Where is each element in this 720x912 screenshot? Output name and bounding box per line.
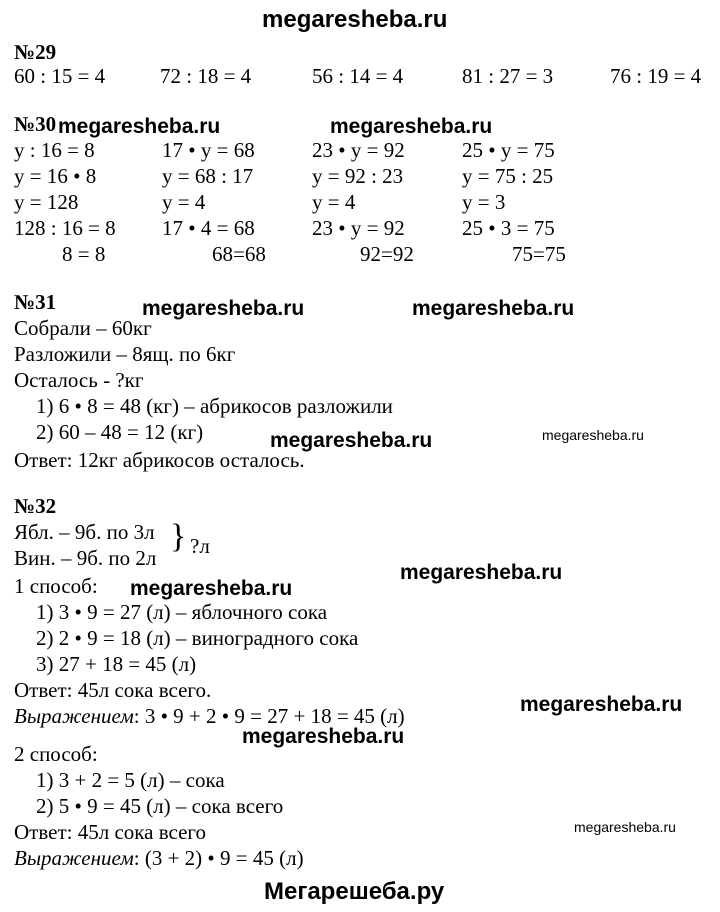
task30-c4-r3: y = 3 (462, 190, 506, 214)
task29-item-3: 56 : 14 = 4 (312, 64, 404, 88)
task32-expression-1 (14, 706, 405, 727)
task30-c2-r4: 17 • 4 = 68 (162, 216, 255, 240)
watermark: megaresheba.ru (130, 577, 293, 600)
task30-c1-r2: y = 16 • 8 (14, 164, 97, 188)
task32-w2-step-1: 1) 3 + 2 = 5 (л) – сока (36, 768, 225, 792)
watermark: megaresheba.ru (412, 297, 575, 320)
task30-c1-r5: 8 = 8 (62, 242, 106, 266)
task32-cond-2: Вин. – 9б. по 2л (14, 546, 157, 570)
task31-title: №31 (14, 290, 57, 314)
task30-c1-r3: y = 128 (14, 190, 79, 214)
task29-item-1: 60 : 15 = 4 (14, 64, 106, 88)
task31-line-3: Осталось - ?кг (14, 368, 144, 392)
watermark: megaresheba.ru (58, 115, 221, 138)
watermark: megaresheba.ru (574, 819, 676, 835)
watermark: megaresheba.ru (542, 427, 644, 443)
task32-w1-step-2: 2) 2 • 9 = 18 (л) – виноградного сока (36, 626, 359, 650)
task32-title: №32 (14, 494, 57, 518)
task30-c4-r2: y = 75 : 25 (462, 164, 554, 188)
task30-c1-r4: 128 : 16 = 8 (14, 216, 116, 240)
task30-c2-r3: y = 4 (162, 190, 206, 214)
task31-line-2: Разложили – 8ящ. по 6кг (14, 342, 236, 366)
task30-c3-r2: y = 92 : 23 (312, 164, 404, 188)
task29-item-2: 72 : 18 = 4 (160, 64, 252, 88)
expression-2-text: : (3 + 2) • 9 = 45 (л) (133, 846, 304, 870)
task30-c3-r3: y = 4 (312, 190, 356, 214)
watermark: megaresheba.ru (242, 725, 405, 748)
task32-w1-step-1: 1) 3 • 9 = 27 (л) – яблочного сока (36, 600, 328, 624)
watermark: megaresheba.ru (270, 429, 433, 452)
task29-title: №29 (14, 40, 57, 64)
task30-c2-r5: 68=68 (212, 242, 266, 266)
task31-answer: Ответ: 12кг абрикосов осталось. (14, 448, 305, 472)
task30-c3-r1: 23 • y = 92 (312, 138, 405, 162)
task32-cond-1: Ябл. – 9б. по 3л (14, 520, 155, 544)
task32-answer-1: Ответ: 45л сока всего. (14, 678, 212, 702)
task30-c1-r1: y : 16 = 8 (14, 138, 95, 162)
task30-title: №30 (14, 112, 57, 136)
task31-line-4: 1) 6 • 8 = 48 (кг) – абрикосов разложили (36, 394, 393, 418)
task32-w1-step-3: 3) 27 + 18 = 45 (л) (36, 652, 197, 676)
brace: } (170, 518, 187, 555)
expression-1-text: : 3 • 9 + 2 • 9 = 27 + 18 = 45 (л) (133, 704, 405, 728)
task31-line-1: Собрали – 60кг (14, 316, 152, 340)
task32-question: ?л (190, 534, 210, 558)
task32-expression-2 (14, 848, 304, 869)
task32-way-1: 1 способ: (14, 574, 98, 598)
task32-way-2: 2 способ: (14, 742, 98, 766)
expression-label: Выражением (14, 846, 134, 870)
task30-c3-r4: 23 • y = 92 (312, 216, 405, 240)
watermark: megaresheba.ru (330, 115, 493, 138)
task29-item-5: 76 : 19 = 4 (610, 64, 702, 88)
task30-c4-r4: 25 • 3 = 75 (462, 216, 555, 240)
task30-c4-r5: 75=75 (512, 242, 566, 266)
site-footer: Мегарешеба.ру (264, 878, 445, 905)
task29-item-4: 81 : 27 = 3 (462, 64, 554, 88)
task30-c3-r5: 92=92 (360, 242, 414, 266)
watermark: megaresheba.ru (520, 693, 683, 716)
site-header: megaresheba.ru (262, 6, 448, 33)
task31-line-5: 2) 60 – 48 = 12 (кг) (36, 420, 204, 444)
watermark: megaresheba.ru (400, 561, 563, 584)
task32-w2-step-2: 2) 5 • 9 = 45 (л) – сока всего (36, 794, 284, 818)
task30-c4-r1: 25 • y = 75 (462, 138, 555, 162)
expression-label: Выражением (14, 704, 134, 728)
task30-c2-r2: y = 68 : 17 (162, 164, 254, 188)
watermark: megaresheba.ru (142, 297, 305, 320)
task32-answer-2: Ответ: 45л сока всего (14, 820, 207, 844)
task30-c2-r1: 17 • y = 68 (162, 138, 255, 162)
